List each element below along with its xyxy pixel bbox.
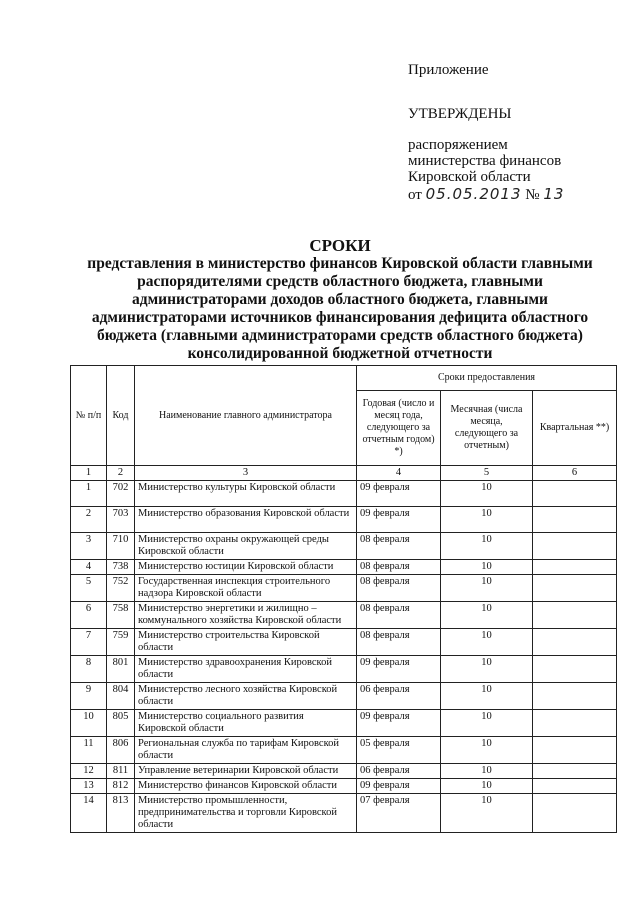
row-quarterly [533,656,617,683]
col-number: 3 [135,466,357,481]
row-quarterly [533,779,617,794]
row-code: 702 [107,481,135,507]
row-annual: 08 февраля [357,575,441,602]
row-quarterly [533,794,617,833]
row-name: Министерство энергетики и жилищно – коммунального хозяйства Кировской области [135,602,357,629]
row-name: Министерство культуры Кировской области [135,481,357,507]
header-monthly: Месячная (числа месяца, следующего за отчетным) [441,391,533,466]
row-annual: 09 февраля [357,710,441,737]
row-monthly: 10 [441,779,533,794]
row-name: Государственная инспекция строительного надзора Кировской области [135,575,357,602]
table-row [71,737,617,764]
row-code: 801 [107,656,135,683]
title-line-3: администраторами доходов областного бюджета, главными [132,291,548,308]
title-line-4: администраторами источников финансирования дефицита областного [91,309,589,326]
table-row [71,629,617,656]
table-row [71,794,617,833]
row-annual: 05 февраля [357,737,441,764]
row-name: Министерство здравоохранения Кировской области [135,656,357,683]
col-number: 5 [441,466,533,481]
header-quarterly: Квартальная **) [533,391,617,466]
row-num: 11 [71,737,107,764]
row-annual: 08 февраля [357,629,441,656]
row-monthly: 10 [441,656,533,683]
row-num: 8 [71,656,107,683]
row-annual: 09 февраля [357,507,441,533]
row-code: 811 [107,764,135,779]
col-number: 4 [357,466,441,481]
row-annual: 09 февраля [357,779,441,794]
document-title: СРОКИ [309,236,371,255]
row-monthly: 10 [441,764,533,779]
header-annual: Годовая (число и месяц года, следующего за отчетным годом) *) [357,391,441,466]
row-num: 13 [71,779,107,794]
row-annual: 08 февраля [357,560,441,575]
row-code: 806 [107,737,135,764]
table-row [71,683,617,710]
deadlines-table [70,365,617,833]
row-num: 12 [71,764,107,779]
row-quarterly [533,560,617,575]
row-name: Министерство промышленности, предпринимательства и торговли Кировской области [135,794,357,833]
row-quarterly [533,602,617,629]
table-row [71,779,617,794]
appendix-label: Приложение [408,62,489,78]
row-name: Министерство социального развития Кировской области [135,710,357,737]
row-quarterly [533,764,617,779]
row-quarterly [533,575,617,602]
row-annual: 08 февраля [357,533,441,560]
row-code: 812 [107,779,135,794]
row-monthly: 10 [441,683,533,710]
title-line-5: бюджета (главными администраторами средств областного бюджета) [97,327,583,344]
approval-number: 13 [543,185,565,203]
row-num: 5 [71,575,107,602]
row-quarterly [533,533,617,560]
row-annual: 08 февраля [357,602,441,629]
row-annual: 06 февраля [357,683,441,710]
row-monthly: 10 [441,794,533,833]
approval-date-line [408,186,564,204]
row-num: 2 [71,507,107,533]
row-name: Региональная служба по тарифам Кировской области [135,737,357,764]
row-num: 10 [71,710,107,737]
row-name: Министерство лесного хозяйства Кировской области [135,683,357,710]
header-terms: Сроки предоставления [357,366,617,391]
table-row [71,764,617,779]
row-name: Министерство охраны окружающей среды Кировской области [135,533,357,560]
number-label: № [525,187,540,203]
approval-line-1: распоряжением [408,137,508,153]
row-annual: 09 февраля [357,656,441,683]
row-monthly: 10 [441,507,533,533]
row-name: Министерство финансов Кировской области [135,779,357,794]
row-quarterly [533,629,617,656]
row-monthly: 10 [441,575,533,602]
row-num: 4 [71,560,107,575]
row-code: 804 [107,683,135,710]
row-monthly: 10 [441,602,533,629]
row-monthly: 10 [441,629,533,656]
row-name: Управление ветеринарии Кировской области [135,764,357,779]
row-num: 6 [71,602,107,629]
row-annual: 07 февраля [357,794,441,833]
row-num: 14 [71,794,107,833]
row-annual: 06 февраля [357,764,441,779]
row-num: 3 [71,533,107,560]
table-row [71,575,617,602]
row-code: 759 [107,629,135,656]
row-name: Министерство строительства Кировской области [135,629,357,656]
row-monthly: 10 [441,710,533,737]
approval-line-2: министерства финансов [408,153,562,169]
col-number: 2 [107,466,135,481]
table-row [71,710,617,737]
row-name: Министерство юстиции Кировской области [135,560,357,575]
row-quarterly [533,737,617,764]
title-line-6: консолидированной бюджетной отчетности [187,345,493,362]
row-code: 758 [107,602,135,629]
row-quarterly [533,507,617,533]
row-annual: 09 февраля [357,481,441,507]
row-quarterly [533,710,617,737]
col-number: 6 [533,466,617,481]
row-quarterly [533,481,617,507]
header-code: Код [107,366,135,466]
approval-date: 05.05.2013 [425,185,522,203]
row-num: 9 [71,683,107,710]
title-line-2: распорядителями средств областного бюджета, главными [137,273,543,290]
row-code: 738 [107,560,135,575]
table-row [71,656,617,683]
table-row [71,507,617,533]
table-row [71,481,617,507]
from-label: от [408,187,422,203]
col-number: 1 [71,466,107,481]
row-code: 813 [107,794,135,833]
table-row [71,602,617,629]
row-code: 710 [107,533,135,560]
row-quarterly [533,683,617,710]
row-num: 7 [71,629,107,656]
approval-line-3: Кировской области [408,169,531,185]
row-code: 703 [107,507,135,533]
title-line-1: представления в министерство финансов Кировской области главными [87,255,593,272]
table-row [71,560,617,575]
row-monthly: 10 [441,737,533,764]
header-name: Наименование главного администратора [135,366,357,466]
header-num: № п/п [71,366,107,466]
approved-label: УТВЕРЖДЕНЫ [408,106,512,122]
row-code: 805 [107,710,135,737]
row-name: Министерство образования Кировской области [135,507,357,533]
row-monthly: 10 [441,560,533,575]
row-code: 752 [107,575,135,602]
row-monthly: 10 [441,533,533,560]
row-monthly: 10 [441,481,533,507]
table-row [71,533,617,560]
row-num: 1 [71,481,107,507]
